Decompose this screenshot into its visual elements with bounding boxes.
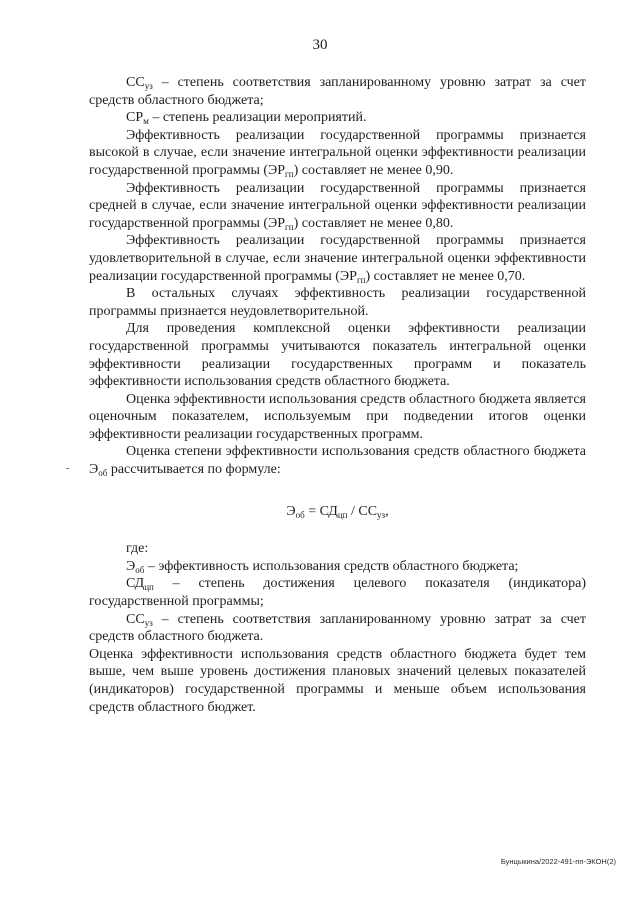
paragraph-budget-efficiency: Оценка эффективности использования средств областного бюджета является оценочным показателем, используемым при подведении итогов оценки эффективности реализации государственных программ.: [89, 391, 586, 442]
term-subscript: уз: [144, 617, 153, 628]
paragraph-complex-assessment: Для проведения комплексной оценки эффективности реализации государственной программы учитываются показатель интегральной оценки эффективности реализации государственных программ и показатель эффективности использования средств областного бюджета.: [89, 321, 586, 390]
margin-mark: [66, 468, 69, 469]
definition-sd-cp: [89, 575, 586, 610]
subscript: гп: [285, 168, 294, 179]
term-subscript: цп: [144, 582, 154, 593]
paragraph-medium-efficiency: [89, 180, 586, 233]
where-label: где:: [126, 541, 149, 557]
text-run: ) составляет не менее 0,90.: [293, 162, 454, 178]
formula-term: = СД: [304, 503, 338, 519]
text-run: Эффективность реализации государственной программы признается средней в случае, если значение интегральной оценки эффективности реализации государственной программы (ЭР: [89, 180, 586, 231]
text-run: Эффективность реализации государственной программы признается высокой в случае, если значение интегральной оценки эффективности реализации государственной программы (ЭР: [89, 127, 586, 178]
formula-term: ,: [385, 503, 389, 519]
paragraph-unsatisfactory: В остальных случаях эффективность реализации государственной программы признается неудовлетворительной.: [89, 286, 586, 319]
term-subscript: м: [143, 116, 149, 127]
body-text: [89, 74, 586, 716]
text-run: Оценка степени эффективности использования средств областного бюджета Э: [89, 444, 586, 478]
term: Э: [126, 558, 136, 574]
formula-subscript: уз: [377, 509, 386, 520]
definition-text: – эффективность использования средств областного бюджета;: [144, 558, 519, 574]
definition-text: – степень соответствия запланированному уровню затрат за счет средств областного бюджета;: [89, 75, 586, 108]
text-run: ) составляет не менее 0,70.: [365, 268, 526, 284]
formula-term: Э: [286, 503, 296, 519]
subscript: гп: [356, 274, 366, 285]
formula: [89, 503, 586, 521]
term: СС: [126, 611, 145, 627]
formula-subscript: цп: [337, 509, 348, 520]
document-footer-code: Бунцыкина/2022-491-пп-ЭКОН(2): [500, 857, 616, 866]
term: СД: [126, 576, 145, 592]
paragraph-high-efficiency: [89, 127, 586, 180]
formula-subscript: об: [295, 509, 305, 520]
formula-term: / СС: [347, 503, 378, 519]
paragraph-formula-intro: [89, 443, 586, 478]
paragraph-satisfactory-efficiency: [89, 232, 586, 285]
definition-text: – степень соответствия запланированному уровню затрат за счет средств областного бюджета.: [89, 611, 586, 645]
definition-text: – степень достижения целевого показателя (индикатора) государственной программы;: [89, 576, 586, 610]
subscript: об: [98, 468, 108, 479]
text-run: Эффективность реализации государственной программы признается удовлетворительной в случае, если значение интегральной оценки эффективности реализации государственной программы (ЭР: [89, 233, 586, 284]
definition-e-ob: [89, 558, 586, 576]
term-subscript: об: [135, 564, 145, 575]
paragraph-conclusion: Оценка эффективности использования средств областного бюджета будет тем выше, чем выше уровень достижения плановых значений целевых показателей (индикаторов) государственной программы и меньше объем использования средств областного бюджет.: [89, 646, 586, 715]
text-run: рассчитывается по формуле:: [107, 462, 281, 478]
paragraph-ss-uz-definition: [89, 74, 586, 109]
definition-text: – степень реализации мероприятий.: [148, 110, 367, 126]
term: СС: [126, 75, 145, 90]
subscript: гп: [285, 221, 294, 232]
page-number: 30: [312, 37, 328, 53]
term: СР: [126, 110, 144, 126]
term-subscript: уз: [144, 81, 153, 91]
text-run: ) составляет не менее 0,80.: [293, 215, 454, 231]
definition-ss-uz: [89, 611, 586, 646]
paragraph-sr-m-definition: [89, 109, 586, 127]
